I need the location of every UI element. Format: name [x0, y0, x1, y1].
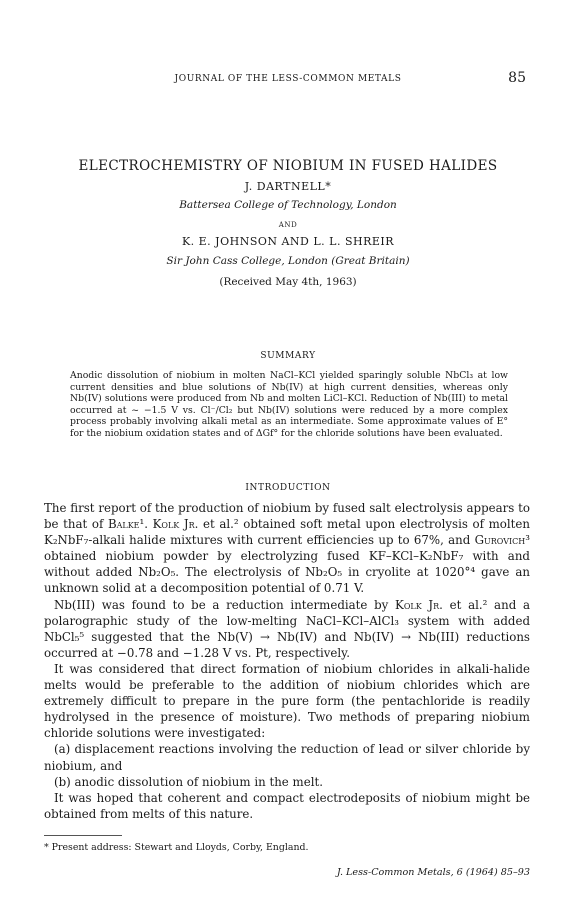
journal-name: JOURNAL OF THE LESS-COMMON METALS: [174, 74, 402, 84]
text-run: Nb(III) was found to be a reduction intermediate by: [54, 597, 396, 612]
paragraph-2: [44, 597, 530, 661]
paragraph-6: It was hoped that coherent and compact electrodeposits of niobium might be obtained from melts of this nature.: [44, 790, 530, 821]
article-title: ELECTROCHEMISTRY OF NIOBIUM IN FUSED HALIDES: [78, 158, 498, 174]
introduction-body: [44, 500, 530, 822]
text-run: et al.² obtained soft metal upon electrolysis of molten K₂NbF₇-alkali halide mixtures with current efficiencies up to 67%, and: [44, 517, 530, 548]
author-ref: Kolk Jr.: [152, 517, 199, 532]
text-run: ¹.: [139, 517, 153, 532]
journal-citation: J. Less-Common Metals, 6 (1964) 85–93: [336, 867, 530, 878]
received-date: (Received May 4th, 1963): [219, 276, 357, 288]
summary-heading: SUMMARY: [260, 351, 316, 361]
introduction-heading: INTRODUCTION: [245, 483, 331, 493]
affiliation-2: Sir John Cass College, London (Great Britain): [166, 255, 410, 267]
footnote-rule: [44, 835, 122, 836]
text-run: et al.² and a polarographic study of the low-melting NaCl–KCl–AlCl₃ system with added NbCl₅⁵ suggested that the Nb(V) → Nb(IV) and Nb(IV) → Nb(III) reductions occurred at −0.78 and −1.28 V vs. Pt, respectively.: [44, 597, 530, 660]
author-ref: Balke: [107, 517, 140, 532]
author-ref: Kolk Jr.: [395, 597, 443, 612]
text-run: ³ obtained niobium powder by electrolyzing fused KF–KCl–K₂NbF₇ with and without added Nb₂O₅. The electrolysis of Nb₂O₅ in cryolite at 1020°⁴ gave an unknown solid at a decomposition potential of 0.71 V.: [44, 533, 530, 596]
paragraph-1: [44, 500, 530, 597]
summary-text: Anodic dissolution of niobium in molten NaCl–KCl yielded sparingly soluble NbCl₃ at low current densities and blue solutions of Nb(IV) at high current densities, whereas only Nb(IV) solutions were produced from Nb and molten LiCl–KCl. Reduction of Nb(III) to metal occurred at ~ −1.5 V vs. Cl⁻/Cl₂ but Nb(IV) solutions were reduced by a more complex process probably involving alkali metal as an intermediate. Some approximate values of E° for the niobium oxidation states and of ΔGf° for the chloride solutions have been evaluated.: [70, 370, 508, 439]
author-separator: AND: [278, 221, 298, 229]
paragraph-4: (a) displacement reactions involving the reduction of lead or silver chloride by niobium, and: [44, 742, 530, 773]
author-ref: Gurovich: [474, 533, 526, 548]
author-2: K. E. JOHNSON AND L. L. SHREIR: [181, 235, 395, 248]
paragraph-3: It was considered that direct formation of niobium chlorides in alkali-halide melts would be preferable to the addition of niobium chlorides which are extremely difficult to prepare in the pure form (the pentachloride is readily hydrolysed in the presence of moisture). Two methods of preparing niobium chloride solutions were investigated:: [44, 661, 530, 741]
page-number: 85: [508, 70, 526, 86]
author-1: J. DARTNELL*: [244, 180, 332, 193]
paragraph-5: (b) anodic dissolution of niobium in the melt.: [54, 774, 323, 789]
footnote: * Present address: Stewart and Lloyds, Corby, England.: [44, 842, 309, 853]
text-run: The first report of the production of niobium by fused salt electrolysis appears to be that of: [44, 501, 530, 532]
affiliation-1: Battersea College of Technology, London: [179, 199, 397, 211]
